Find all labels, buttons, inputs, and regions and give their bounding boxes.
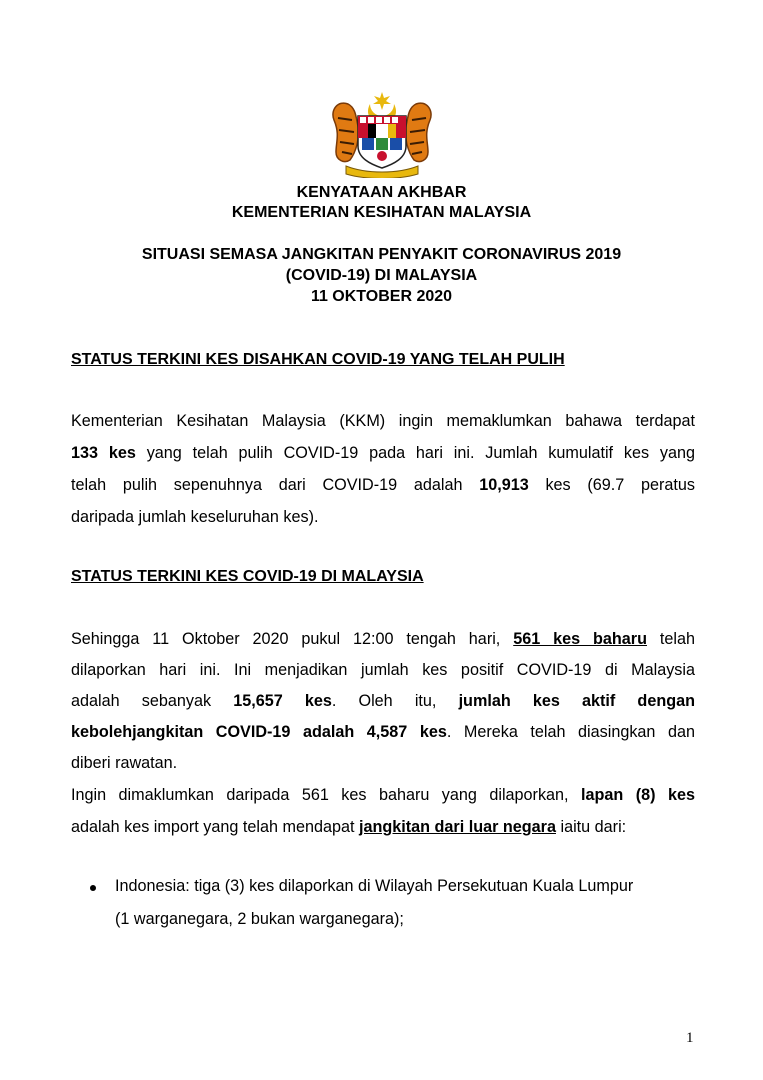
cumulative-recovered-count: 10,913 xyxy=(479,476,529,494)
ministry-name: KEMENTERIAN KESIHATAN MALAYSIA xyxy=(231,204,532,221)
page-number: 1 xyxy=(686,1030,694,1046)
active-cases-count: kebolehjangkitan COVID-19 adalah 4,587 kes xyxy=(71,723,447,741)
total-cases-count: 15,657 kes xyxy=(233,692,332,710)
bullet-item-line: (1 warganegara, 2 bukan warganegara); xyxy=(115,910,404,928)
paragraph-line: Kementerian Kesihatan Malaysia (KKM) ingin memaklumkan bahawa terdapat xyxy=(71,412,695,430)
paragraph-line: kebolehjangkitan COVID-19 adalah 4,587 kes. Mereka telah diasingkan dan xyxy=(71,723,695,741)
coat-of-arms-icon xyxy=(326,90,438,178)
section-title-recovered: STATUS TERKINI KES DISAHKAN COVID-19 YANG TELAH PULIH xyxy=(71,351,565,368)
paragraph-line: diberi rawatan. xyxy=(71,754,178,772)
document-title-line1: SITUASI SEMASA JANGKITAN PENYAKIT CORONAVIRUS 2019 xyxy=(141,246,622,263)
section-title-status: STATUS TERKINI KES COVID-19 DI MALAYSIA xyxy=(71,568,424,585)
bullet-icon xyxy=(90,885,96,891)
paragraph-line: dilaporkan hari ini. Ini menjadikan jumlah kes positif COVID-19 di Malaysia xyxy=(71,661,695,679)
document-date: 11 OKTOBER 2020 xyxy=(310,288,453,305)
paragraph-line: 133 kes yang telah pulih COVID-19 pada hari ini. Jumlah kumulatif kes yang xyxy=(71,444,696,462)
paragraph-line: adalah kes import yang telah mendapat jangkitan dari luar negara iaitu dari: xyxy=(71,818,627,836)
press-release-label: KENYATAAN AKHBAR xyxy=(296,184,467,201)
imported-cases-count: lapan (8) kes xyxy=(581,786,695,804)
paragraph-line: telah pulih sepenuhnya dari COVID-19 adalah 10,913 kes (69.7 peratus xyxy=(71,476,695,494)
imported-infection-phrase: jangkitan dari luar negara xyxy=(358,818,556,836)
paragraph-line: daripada jumlah keseluruhan kes). xyxy=(71,508,319,526)
paragraph-line: Sehingga 11 Oktober 2020 pukul 12:00 tengah hari, 561 kes baharu telah xyxy=(71,630,695,648)
paragraph-line: Ingin dimaklumkan daripada 561 kes baharu yang dilaporkan, lapan (8) kes xyxy=(71,786,695,804)
document-title-line2: (COVID-19) DI MALAYSIA xyxy=(285,267,478,284)
bullet-item-line: Indonesia: tiga (3) kes dilaporkan di Wilayah Persekutuan Kuala Lumpur xyxy=(115,877,634,895)
new-cases-count: 561 kes baharu xyxy=(513,630,647,648)
paragraph-line: adalah sebanyak 15,657 kes. Oleh itu, jumlah kes aktif dengan xyxy=(71,692,695,710)
recovered-today-count: 133 kes xyxy=(71,444,136,462)
